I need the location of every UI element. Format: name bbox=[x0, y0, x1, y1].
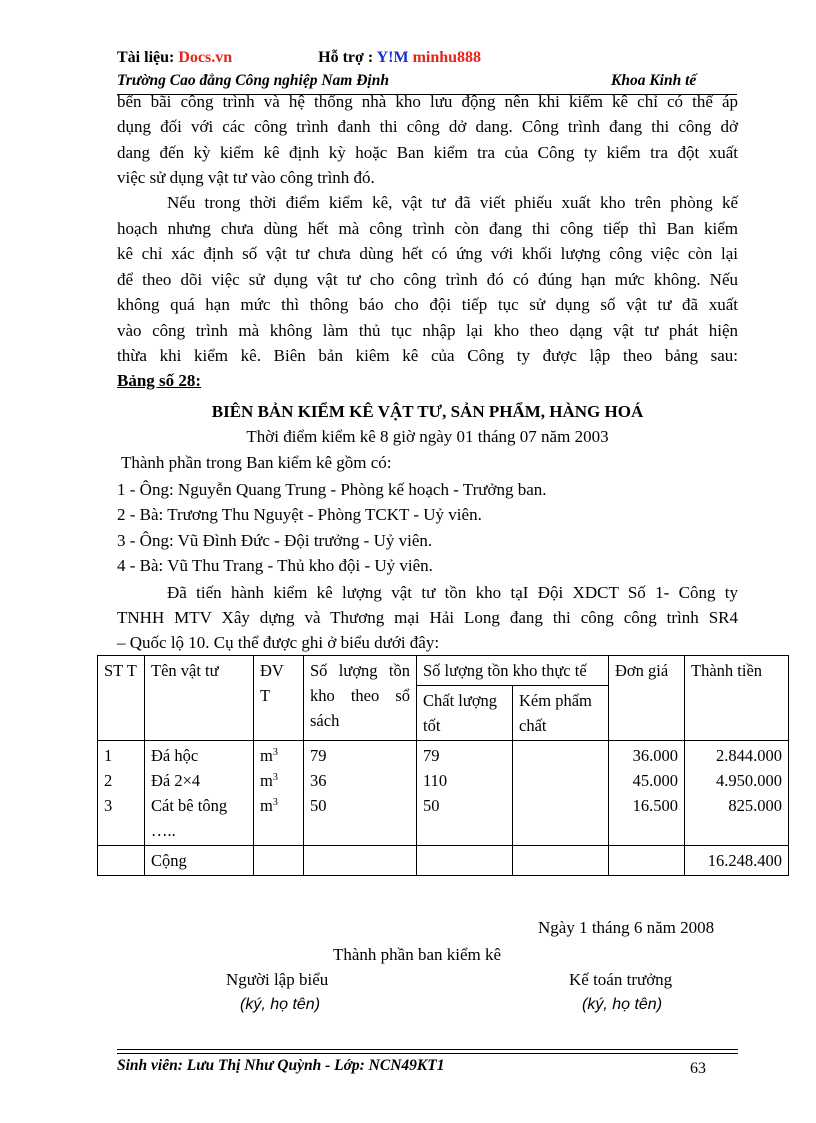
stt-2: 2 bbox=[104, 771, 113, 790]
school-name: Trường Cao đẳng Công nghiệp Nam Định bbox=[117, 72, 389, 89]
unit-2: $m^3$ bbox=[260, 771, 278, 790]
cell-unit bbox=[254, 741, 304, 846]
paragraph-line: TNHH MTV Xây dựng và Thương mại Hải Long đang thi công công trình SR4 bbox=[117, 608, 738, 627]
inventory-table bbox=[97, 655, 789, 876]
report-time: Thời điểm kiểm kê 8 giờ ngày 01 tháng 07 năm 2003 bbox=[246, 427, 609, 446]
paragraph-line: thừa khi kiểm kê. Biên bản kiêm kê của Công ty được lập theo bảng sau: bbox=[117, 346, 738, 365]
amount-2: 4.950.000 bbox=[716, 771, 782, 790]
table-header-row bbox=[98, 656, 789, 686]
name-3: Cát bê tông bbox=[151, 796, 228, 815]
paragraph-line: dang đến kỳ kiểm kê định kỳ hoặc Ban kiểm tra của Công ty kiểm tra đột xuất bbox=[117, 143, 738, 162]
paragraph-line: Nếu trong thời điểm kiểm kê, vật tư đã viết phiếu xuất kho trên phòng kế bbox=[167, 193, 738, 212]
paragraph-line: việc sử dụng vật tư vào công trình đó. bbox=[117, 168, 375, 187]
table-total-row bbox=[98, 846, 789, 876]
cell-poor bbox=[513, 741, 609, 846]
doc-label: Tài liệu bbox=[117, 49, 170, 66]
support-user[interactable]: minhu888 bbox=[412, 49, 482, 66]
total-stt bbox=[98, 846, 145, 876]
member-4: 4 - Bà: Vũ Thu Trang - Thủ kho đội - Uỷ viên. bbox=[117, 556, 433, 575]
name-ellipsis: ….. bbox=[151, 821, 176, 840]
member-3: 3 - Ông: Vũ Đình Đức - Đội trưởng - Uỷ viên. bbox=[117, 531, 433, 550]
good-3: 50 bbox=[423, 796, 440, 815]
paragraph-line: để theo dõi việc sử dụng vật tư cho công trình đó có đúng hạn mức không. Nếu bbox=[117, 270, 738, 289]
header-amount: Thành tiền bbox=[685, 656, 789, 741]
cell-price bbox=[609, 741, 685, 846]
amount-3: 825.000 bbox=[728, 796, 782, 815]
table-label: Bảng số 28: bbox=[117, 371, 202, 390]
stt-3: 3 bbox=[104, 796, 113, 815]
header-price: Đơn giá bbox=[609, 656, 685, 741]
signature-left-note: (ký, họ tên) bbox=[240, 996, 321, 1013]
header-actual-qty: Số lượng tồn kho thực tế bbox=[417, 656, 609, 686]
book-3: 50 bbox=[310, 796, 327, 815]
header-book-qty: Số lượng tồn kho theo sổ sách bbox=[304, 656, 417, 741]
footer-divider bbox=[117, 1049, 738, 1050]
table-row bbox=[98, 741, 789, 846]
page-header: Tài liệu: Docs.vn Hỗ trợ : Y!M minhu888 bbox=[117, 49, 482, 66]
signature-date: Ngày 1 tháng 6 năm 2008 bbox=[538, 918, 715, 937]
unit-1: $m^3$ bbox=[260, 746, 278, 765]
department-name: Khoa Kinh tế bbox=[611, 72, 697, 89]
paragraph-line: – Quốc lộ 10. Cụ thể được ghi ở biểu dưới đây: bbox=[117, 633, 440, 652]
amount-1: 2.844.000 bbox=[716, 746, 782, 765]
header-name: Tên vật tư bbox=[145, 656, 254, 741]
stt-1: 1 bbox=[104, 746, 113, 765]
paragraph-line: vào công trình mà không làm thủ tục nhập lại kho theo dạng vật tư phát hiện bbox=[117, 321, 738, 340]
page-number: 63 bbox=[690, 1060, 706, 1077]
signature-right-note: (ký, họ tên) bbox=[582, 996, 663, 1013]
support-label: Hỗ trợ : bbox=[318, 49, 374, 66]
good-1: 79 bbox=[423, 746, 440, 765]
total-label: Cộng bbox=[145, 846, 254, 876]
footer-divider bbox=[117, 1053, 738, 1054]
paragraph-line: kê chỉ xác định số vật tư chưa dùng hết có ứng với khối lượng công việc còn lại bbox=[117, 244, 738, 263]
name-1: Đá hộc bbox=[151, 746, 199, 765]
book-2: 36 bbox=[310, 771, 327, 790]
header-unit: ĐV T bbox=[254, 656, 304, 741]
paragraph-line: bến bãi công trình và hệ thống nhà kho lưu động nên khi kiểm kê chỉ có thể áp bbox=[117, 92, 738, 111]
book-1: 79 bbox=[310, 746, 327, 765]
committee-intro: Thành phần trong Ban kiểm kê gồm có: bbox=[121, 453, 392, 472]
header-stt: ST T bbox=[98, 656, 145, 741]
signature-left-title: Người lập biểu bbox=[226, 970, 329, 989]
good-2: 110 bbox=[423, 771, 448, 790]
price-1: 36.000 bbox=[632, 746, 678, 765]
cell-stt bbox=[98, 741, 145, 846]
doc-site-link[interactable]: Docs.vn bbox=[178, 49, 233, 66]
paragraph-line: hoạch nhưng chưa dùng hết mà công trình còn đang thi công tiếp thì Ban kiểm bbox=[117, 219, 738, 238]
paragraph-line: không quá hạn mức thì thông báo cho đội tiếp tục sử dụng số vật tư đã xuất bbox=[117, 295, 738, 314]
name-2: Đá 2×4 bbox=[151, 771, 201, 790]
cell-name bbox=[145, 741, 254, 846]
member-2: 2 - Bà: Trương Thu Nguyệt - Phòng TCKT - Uỷ viên. bbox=[117, 505, 482, 524]
header-poor: Kém phẩm chất bbox=[513, 686, 609, 741]
paragraph-line: dụng đối với các công trình đanh thi công dở dang. Công trình đang thi công dở bbox=[117, 117, 738, 136]
price-2: 45.000 bbox=[632, 771, 678, 790]
footer-student: Sinh viên: Lưu Thị Như Quỳnh - Lớp: NCN49KT1 bbox=[117, 1057, 445, 1074]
total-amount: 16.248.400 bbox=[685, 846, 789, 876]
paragraph-line: Đã tiến hành kiểm kê lượng vật tư tồn kho tạI Đội XDCT Số 1- Công ty bbox=[167, 583, 738, 602]
member-1: 1 - Ông: Nguyễn Quang Trung - Phòng kế hoạch - Trưởng ban. bbox=[117, 480, 547, 499]
cell-amount bbox=[685, 741, 789, 846]
price-3: 16.500 bbox=[632, 796, 678, 815]
unit-3: $m^3$ bbox=[260, 796, 278, 815]
support-ym: Y!M bbox=[376, 49, 409, 66]
signature-committee: Thành phần ban kiểm kê bbox=[333, 945, 502, 964]
header-good: Chất lượng tốt bbox=[417, 686, 513, 741]
cell-book bbox=[304, 741, 417, 846]
cell-good bbox=[417, 741, 513, 846]
signature-right-title: Kế toán trưởng bbox=[569, 970, 673, 989]
report-title: BIÊN BẢN KIỂM KÊ VẬT TƯ, SẢN PHẨM, HÀNG HOÁ bbox=[211, 402, 644, 421]
